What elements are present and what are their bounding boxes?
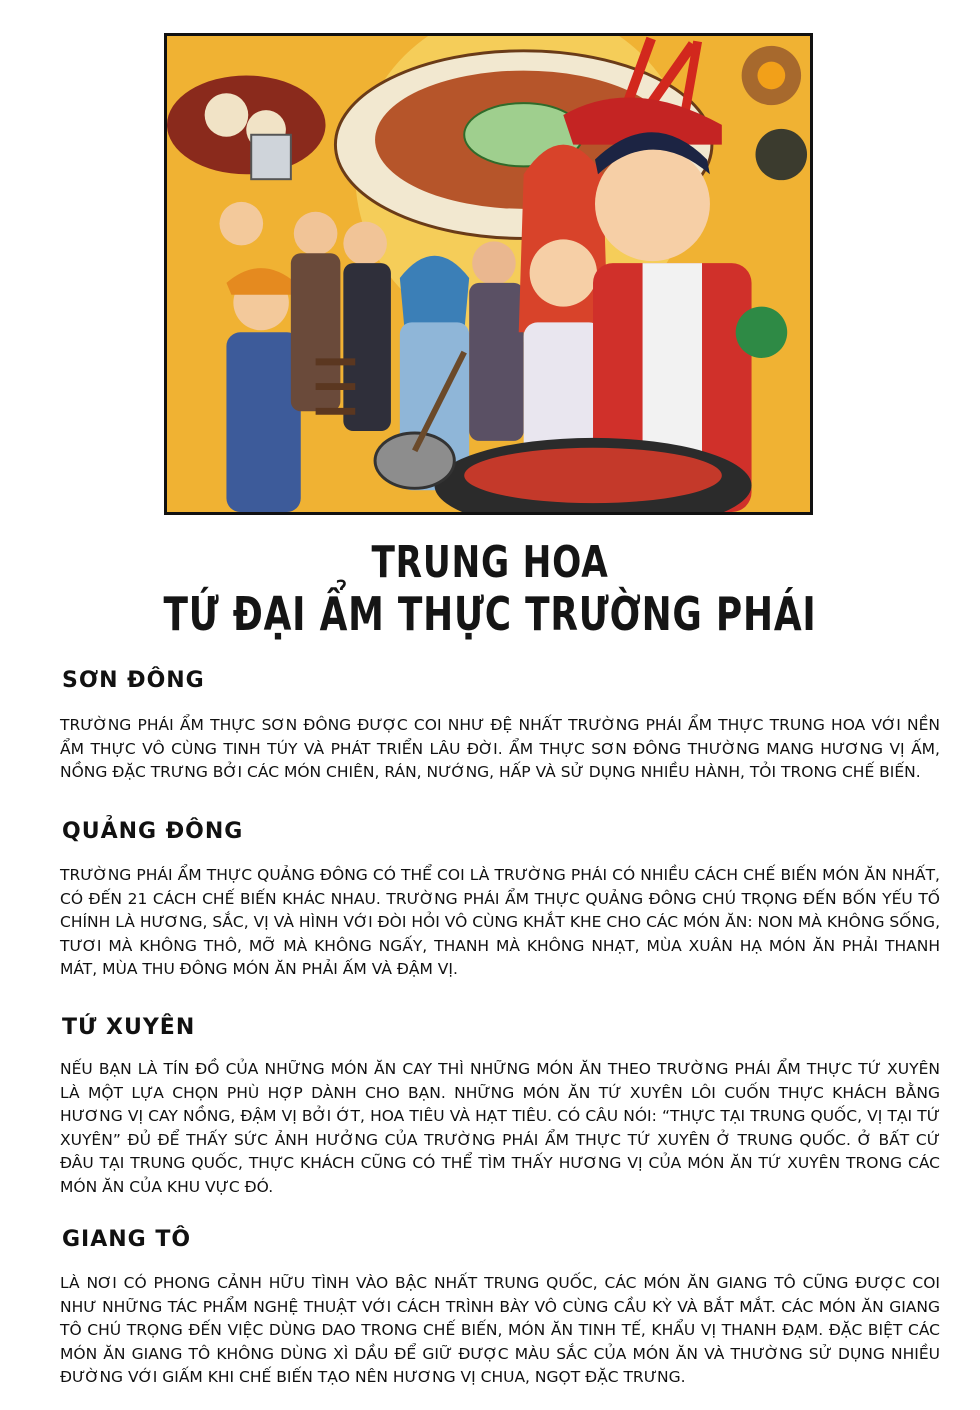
section-body-quang-dong: TRƯỜNG PHÁI ẨM THỰC QUẢNG ĐÔNG CÓ THỂ COI LÀ TRƯỜNG PHÁI CÓ NHIỀU CÁCH CHẾ BIẾN MÓN ĂN NHẤT, CÓ ĐẾN 21 CÁCH CHẾ BIẾN KHÁC NHAU. TRƯỜNG PHÁI ẨM THỰC QUẢNG ĐÔNG CHÚ TRỌNG ĐẾN BỐN YẾU TỐ CHÍNH LÀ HƯƠNG, SẮC, VỊ VÀ HÌNH VỚI ĐÒI HỎI VÔ CÙNG KHẮT KHE CHO CÁC MÓN ĂN: NON MÀ KHÔNG SỐNG, TƯƠI MÀ KHÔNG THÔ, MỠ MÀ KHÔNG NGẤY, THANH MÀ KHÔNG NHẠT, MÙA XUÂN HẠ MÓN ĂN PHẢI THANH MÁT, MÙA THU ĐÔNG MÓN ĂN PHẢI ẤM VÀ ĐẬM VỊ. <box>60 866 940 978</box>
section-body-giang-to: LÀ NƠI CÓ PHONG CẢNH HỮU TÌNH VÀO BẬC NHẤT TRUNG QUỐC, CÁC MÓN ĂN GIANG TÔ CŨNG ĐƯỢC COI NHƯ NHỮNG TÁC PHẨM NGHỆ THUẬT VỚI CÁCH TRÌNH BÀY VÔ CÙNG CẦU KỲ VÀ BẮT MẮT. CÁC MÓN ĂN GIANG TÔ CHÚ TRỌNG ĐẾN VIỆC DÙNG DAO TRONG CHẾ BIẾN, MÓN ĂN TINH TẾ, KHẨU VỊ THANH ĐẠM. ĐẶC BIỆT CÁC MÓN ĂN GIANG TÔ KHÔNG DÙNG XÌ DẦU ĐỂ GIỮ ĐƯỢC MÀU SẮC CỦA MÓN ĂN VÀ THƯỜNG SỬ DỤNG NHIỀU ĐƯỜNG VỚI GIẤM KHI CHẾ BIẾN TẠO NÊN HƯƠNG VỊ CHUA, NGỌT ĐẶC TRƯNG. <box>60 1274 940 1386</box>
section-heading-tu-xuyen: TỨ XUYÊN <box>62 1015 196 1040</box>
page-title-line-2: TỨ ĐẠI ẨM THỰC TRƯỜNG PHÁI <box>163 587 817 641</box>
cover-illustration <box>164 33 813 515</box>
section-heading-son-dong: SƠN ĐÔNG <box>62 668 205 693</box>
section-body-tu-xuyen: NẾU BẠN LÀ TÍN ĐỒ CỦA NHỮNG MÓN ĂN CAY THÌ NHỮNG MÓN ĂN THEO TRƯỜNG PHÁI ẨM THỰC TỨ XUYÊN LÀ MỘT LỰA CHỌN PHÙ HỢP DÀNH CHO BẠN. NHỮNG MÓN ĂN TỨ XUYÊN LÔI CUỐN THỰC KHÁCH BẰNG HƯƠNG VỊ CAY NỒNG, ĐẬM VỊ BỞI ỚT, HOA TIÊU VÀ HẠT TIÊU. CÓ CÂU NÓI: “THỰC TẠI TRUNG QUỐC, VỊ TẠI TỨ XUYÊN” ĐỦ ĐỂ THẤY SỨC ẢNH HƯỞNG CỦA TRƯỜNG PHÁI ẨM THỰC TỨ XUYÊN Ở TRUNG QUỐC. Ở BẤT CỨ ĐÂU TẠI TRUNG QUỐC, THỰC KHÁCH CŨNG CÓ THỂ TÌM THẤY HƯƠNG VỊ CỦA MÓN ĂN TỨ XUYÊN TRONG CÁC MÓN ĂN CỦA KHU VỰC ĐÓ. <box>60 1060 940 1196</box>
section-body-son-dong: TRƯỜNG PHÁI ẨM THỰC SƠN ĐÔNG ĐƯỢC COI NHƯ ĐỆ NHẤT TRƯỜNG PHÁI ẨM THỰC TRUNG HOA VỚI NỀN ẨM THỰC VÔ CÙNG TINH TÚY VÀ PHÁT TRIỂN LÂU ĐỜI. ẨM THỰC SƠN ĐÔNG THƯỜNG MANG HƯƠNG VỊ ẤM, NỒNG ĐẶC TRƯNG BỞI CÁC MÓN CHIÊN, RÁN, NƯỚNG, HẤP VÀ SỬ DỤNG NHIỀU HÀNH, TỎI TRONG CHẾ BIẾN. <box>60 716 940 781</box>
illustration-drawing <box>167 36 810 512</box>
page-title-line-1: TRUNG HOA <box>371 537 609 588</box>
section-heading-giang-to: GIANG TÔ <box>62 1227 192 1252</box>
section-heading-quang-dong: QUẢNG ĐÔNG <box>62 819 244 844</box>
